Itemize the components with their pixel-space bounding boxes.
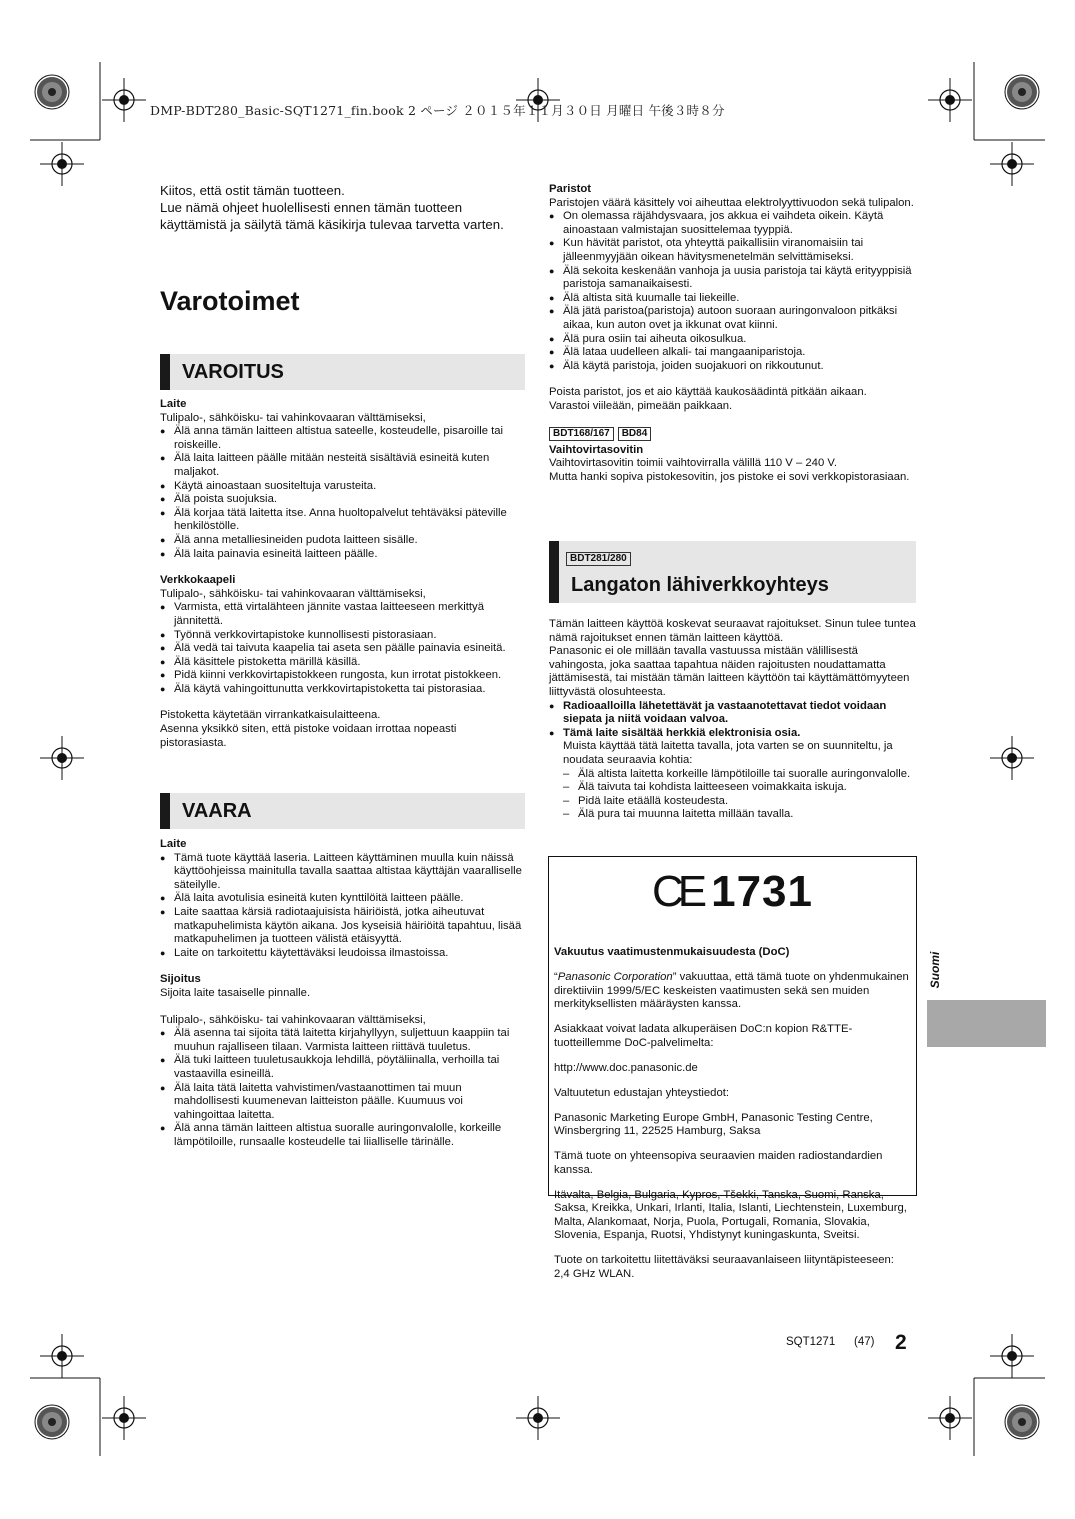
- list-item: ● Älä käytä paristoja, joiden suojakuori on rikkoutunut.: [549, 360, 916, 374]
- list-item: – Älä taivuta tai kohdista laitteeseen voimakkaita iskuja.: [563, 781, 916, 795]
- vaara-section: Laite ● Tämä tuote käyttää laseria. Laitteen käyttäminen muulla kuin näissä käyttöohjeissa mainitulla tavalla saattaa altistaa käyttäjän vaaralliselle säteilylle. ● Älä laita avotulisia esineitä kuten kynttilöitä laitteen päälle. ● Laite saattaa kärsiä radiotaajuisista häiriöistä, jotka aiheutuvat matkapuhelimista käytön aikana. Jos kyseisiä häiriöitä tapahtuu, lisää matkapuhelimen ja tuotteen välistä etäisyyttä. ● Laite on tarkoitettu käytettäväksi leudoissa ilmastoissa. Sijoitus Sijoita laite tasaiselle pinnalle. Tulipalo-, sähköisku- tai vahinkovaaran välttämiseksi, ● Älä asenna tai sijoita tätä laitetta kirjahyllyyn, suljettuun kaappiin tai muuhun rajalliseen tilaan. Varmista laitteen riittävä tuuletus. ● Älä tuki laitteen tuuletusaukkoja lehdillä, pöytäliinalla, verhoilla tai vastaavilla esineillä. ● Älä laita tätä laitetta vahvistimen/vastaanottimen tai muun mahdollisesti kuumenevan laitteiston päälle. Kuumuus voi vahingoittaa laitetta. ● Älä anna tämän laitteen altistua suoralle auringonvalolle, korkeille lämpötiloille, runsaalle kosteudelle tai liialliselle tärinälle.: [160, 838, 525, 1149]
- varoitus-section: Laite Tulipalo-, sähköisku- tai vahinkovaaran välttämiseksi, ● Älä anna tämän laitteen altistua sateelle, kosteudelle, pisaroille tai roiskeille. ● Älä laita laitteen päälle mitään nesteitä sisältäviä esineitä kuten maljakot. ● Käytä ainoastaan suositeltuja varusteita. ● Älä poista suojuksia. ● Älä korjaa tätä laitetta itse. Anna huoltopalvelut tehtäväksi päteville henkilöstölle. ● Älä anna metalliesineiden pudota laitteen sisälle. ● Älä laita painavia esineitä laitteen päälle. Verkkokaapeli Tulipalo-, sähköisku- tai vahinkovaaran välttämiseksi, ● Varmista, että virtalähteen jännite vastaa laitteeseen merkittyä jännitettä. ● Työnnä verkkovirtapistoke kunnollisesti pistorasiaan. ● Älä vedä tai taivuta kaapelia tai aseta sen päälle painavia esineitä. ● Älä käsittele pistoketta märillä käsillä. ● Pidä kiinni verkkovirtapistokkeen rungosta, kun irrotat pistokkeen. ● Älä käytä vahingoittunutta verkkovirtapistoketta tai pistorasiaa. Pistoketta käytetään virrankatkaisulaitteena. Asenna yksikkö siten, että pistoke voidaan irrottaa nopeasti pistorasiasta.: [160, 398, 525, 750]
- model-tag: BDT168/167: [549, 427, 614, 441]
- list-item: ● Älä anna tämän laitteen altistua suoralle auringonvalolle, korkeille lämpötiloille, runsaalle kosteudelle tai liialliselle tärinälle.: [160, 1122, 525, 1149]
- page-number: 2: [895, 1331, 907, 1354]
- list-item: – Pidä laite etäällä kosteudesta.: [563, 795, 916, 809]
- intro-text: Kiitos, että ostit tämän tuotteen. Lue nämä ohjeet huolellisesti ennen tämän tuotteen käyttämistä ja säilytä tämä käsikirja tulevaa tarvetta varten.: [160, 183, 504, 232]
- varoitus-heading: VAROITUS: [182, 361, 284, 383]
- print-header: DMP-BDT280_Basic-SQT1271_fin.book 2 ページ ２０１５年１１月３０日 月曜日 午後３時８分: [150, 103, 725, 118]
- list-item: ● Tämä laite sisältää herkkiä elektronisia osia. Muista käyttää tätä laitetta tavalla, jota varten se on suunniteltu, ja noudata seuraavia kohtia:: [549, 727, 916, 768]
- paristot-section: Paristot Paristojen väärä käsittely voi aiheuttaa elektrolyyttivuodon sekä tulipalon. ● On olemassa räjähdysvaara, jos akkua ei vaihdeta oikein. Käytä ainoastaan valmistajan suosittelemaa tyyppiä. ● Kun hävität paristot, ota yhteyttä paikallisiin viranomaisiin tai jälleenmyyjään oikean hävitysmenetelmän selvittämiseksi. ● Älä sekoita keskenään vanhoja ja uusia paristoja tai käytä erityyppisiä paristoja samanaikaisesti. ● Älä altista sitä kuumalle tai liekeille. ● Älä jätä paristoa(paristoja) autoon suoraan auringonvaloon pitkäksi aikaa, kun auton ovet ja ikkunat ovat kiinni. ● Älä pura osiin tai aiheuta oikosulkua. ● Älä lataa uudelleen alkali- tai mangaaniparistoja. ● Älä käytä paristoja, joiden suojakuori on rikkoutunut. Poista paristot, jos et aio käyttää kaukosäädintä pitkään aikaan. Varastoi viileään, pimeään paikkaan. BDT168/167 BD84 Vaihtovirtasovitin Vaihtovirtasovitin toimii vaihtovirralla välillä 110 V – 240 V. Mutta hanki sopiva pistokesovitin, jos pistoke ei sovi verkkopistorasiaan.: [549, 183, 916, 484]
- list-item: ● Älä anna tämän laitteen altistua sateelle, kosteudelle, pisaroille tai roiskeille.: [160, 425, 525, 452]
- list-item: ● Älä laita tätä laitetta vahvistimen/vastaanottimen tai muun mahdollisesti kuumenevan laitteiston päälle. Kuumuus voi vahingoittaa laitetta.: [160, 1082, 525, 1123]
- vaara-laite-list: [160, 852, 525, 961]
- paristot-list: [549, 210, 916, 373]
- list-item: ● Älä laita avotulisia esineitä kuten kynttilöitä laitteen päälle.: [160, 892, 525, 906]
- list-item: ● Älä sekoita keskenään vanhoja ja uusia paristoja tai käytä erityyppisiä paristoja samanaikaisesti.: [549, 265, 916, 292]
- laite-warning-list: [160, 425, 525, 561]
- list-item: – Älä altista laitetta korkeille lämpötiloille tai suoralle auringonvalolle.: [563, 768, 916, 782]
- list-item: ● Radioaalloilla lähetettävät ja vastaanotettavat tiedot voidaan siepata ja niitä voidaan valvoa.: [549, 700, 916, 727]
- list-item: ● Älä vedä tai taivuta kaapelia tai aseta sen päälle painavia esineitä.: [160, 642, 525, 656]
- model-tag: BD84: [618, 427, 652, 441]
- wlan-section: Tämän laitteen käyttöä koskevat seuraavat rajoitukset. Sinun tulee tuntea nämä rajoitukset ennen tämän laitteen käyttöä. Panasonic ei ole millään tavalla vastuussa mistään välillisestä vahingosta, joka saattaa tapahtua näiden rajoitusten noudattamatta jättämisestä, tai mistään tämän laitteen käyttöön tai käyttämättömyyteen liittyvästä olosuhteesta. ● Radioaalloilla lähetettävät ja vastaanotettavat tiedot voidaan siepata ja niitä voidaan valvoa. ● Tämä laite sisältää herkkiä elektronisia osia. Muista käyttää tätä laitetta tavalla, jota varten se on suunniteltu, ja noudata seuraavia kohtia: – Älä altista laitetta korkeille lämpötiloille tai suoralle auringonvalolle. – Älä taivuta tai kohdista laitteeseen voimakkaita iskuja. – Pidä laite etäällä kosteudesta. – Älä pura tai muunna laitetta millään tavalla.: [549, 618, 916, 822]
- wlan-heading-bar: [549, 541, 916, 603]
- list-item: ● Älä käytä vahingoittunutta verkkovirtapistoketta tai pistorasiaa.: [160, 683, 525, 697]
- list-item: ● Laite saattaa kärsiä radiotaajuisista häiriöistä, jotka aiheutuvat matkapuhelimista käytön aikana. Jos kyseisiä häiriöitä tapahtuu, lisää matkapuhelimen ja tuotteen välistä etäisyyttä.: [160, 906, 525, 947]
- list-item: ● Laite on tarkoitettu käytettäväksi leudoissa ilmastoissa.: [160, 947, 525, 961]
- sijoitus-list: [160, 1027, 525, 1149]
- footer-code: SQT1271: [786, 1336, 836, 1348]
- list-item: ● Älä jätä paristoa(paristoja) autoon suoraan auringonvaloon pitkäksi aikaa, kun auton ovet ja ikkunat ovat kiinni.: [549, 305, 916, 332]
- language-label: Suomi: [928, 951, 942, 989]
- list-item: ● Älä tuki laitteen tuuletusaukkoja lehdillä, pöytäliinalla, verhoilla tai vastaavilla esineillä.: [160, 1054, 525, 1081]
- doc-box: CE 1731 Vakuutus vaatimustenmukaisuudesta (DoC) “Panasonic Corporation” vakuuttaa, että tämä tuote on yhdenmukainen direktiiviin 1999/5/EC keskeisten vaatimusten sekä sen muiden merkityksellisten määräysten kanssa. Asiakkaat voivat ladata alkuperäisen DoC:n kopion R&TTE-tuotteillemme DoC-palvelimelta: http://www.doc.panasonic.de Valtuutetun edustajan yhteystiedot: Panasonic Marketing Europe GmbH, Panasonic Testing Centre, Winsbergring 11, 22525 Hamburg, Saksa Tämä tuote on yhteensopiva seuraavien maiden radiostandardien kanssa. Itävalta, Belgia, Bulgaria, Kypros, Tšekki, Tanska, Suomi, Ranska, Saksa, Kreikka, Unkari, Irlanti, Italia, Islanti, Liechtenstein, Luxemburg, Malta, Alankomaat, Norja, Puola, Portugali, Romania, Slovakia, Slovenia, Espanja, Ruotsi, Yhdistynyt kuningaskunta, Sveitsi. Tuote on tarkoitettu liitettäväksi seuraavanlaiseen liityntäpisteeseen: 2,4 GHz WLAN.: [548, 856, 917, 1196]
- list-item: ● Älä korjaa tätä laitetta itse. Anna huoltopalvelut tehtäväksi päteville henkilöstölle.: [160, 507, 525, 534]
- list-item: ● On olemassa räjähdysvaara, jos akkua ei vaihdeta oikein. Käytä ainoastaan valmistajan suosittelemaa tyyppiä.: [549, 210, 916, 237]
- vaara-heading-bar: [160, 793, 525, 829]
- wlan-dash-list: [549, 768, 916, 822]
- language-tab: [927, 1000, 1046, 1047]
- list-item: ● Älä poista suojuksia.: [160, 493, 525, 507]
- verkko-warning-list: [160, 601, 525, 696]
- list-item: ● Älä lataa uudelleen alkali- tai mangaaniparistoja.: [549, 346, 916, 360]
- list-item: ● Käytä ainoastaan suositeltuja varusteita.: [160, 480, 525, 494]
- list-item: ● Työnnä verkkovirtapistoke kunnollisesti pistorasiaan.: [160, 629, 525, 643]
- wlan-heading: Langaton lähiverkkoyhteys: [571, 574, 829, 596]
- list-item: ● Varmista, että virtalähteen jännite vastaa laitteeseen merkittyä jännitettä.: [160, 601, 525, 628]
- list-item: ● Älä asenna tai sijoita tätä laitetta kirjahyllyyn, suljettuun kaappiin tai muuhun rajalliseen tilaan. Varmista laitteen riittävä tuuletus.: [160, 1027, 525, 1054]
- varoitus-heading-bar: [160, 354, 525, 390]
- list-item: ● Älä laita painavia esineitä laitteen päälle.: [160, 548, 525, 562]
- vaara-heading: VAARA: [182, 800, 252, 822]
- ce-mark: CE 1731: [651, 867, 813, 916]
- list-item: ● Älä laita laitteen päälle mitään nesteitä sisältäviä esineitä kuten maljakot.: [160, 452, 525, 479]
- list-item: – Älä pura tai muunna laitetta millään tavalla.: [563, 808, 916, 822]
- list-item: ● Pidä kiinni verkkovirtapistokkeen rungosta, kun irrotat pistokkeen.: [160, 669, 525, 683]
- list-item: ● Älä käsittele pistoketta märillä käsillä.: [160, 656, 525, 670]
- list-item: ● Tämä tuote käyttää laseria. Laitteen käyttäminen muulla kuin näissä käyttöohjeissa mainitulla tavalla saattaa altistaa käyttäjän vaaralliselle säteilylle.: [160, 852, 525, 893]
- model-tag: BDT281/280: [566, 552, 631, 566]
- footer-number: (47): [854, 1336, 875, 1348]
- page-title: Varotoimet: [160, 286, 300, 316]
- list-item: ● Älä altista sitä kuumalle tai liekeille.: [549, 292, 916, 306]
- list-item: ● Älä anna metalliesineiden pudota laitteen sisälle.: [160, 534, 525, 548]
- list-item: ● Kun hävität paristot, ota yhteyttä paikallisiin viranomaisiin tai jälleenmyyjään oikean hävitysmenetelmän selvittämiseksi.: [549, 237, 916, 264]
- list-item: ● Älä pura osiin tai aiheuta oikosulkua.: [549, 333, 916, 347]
